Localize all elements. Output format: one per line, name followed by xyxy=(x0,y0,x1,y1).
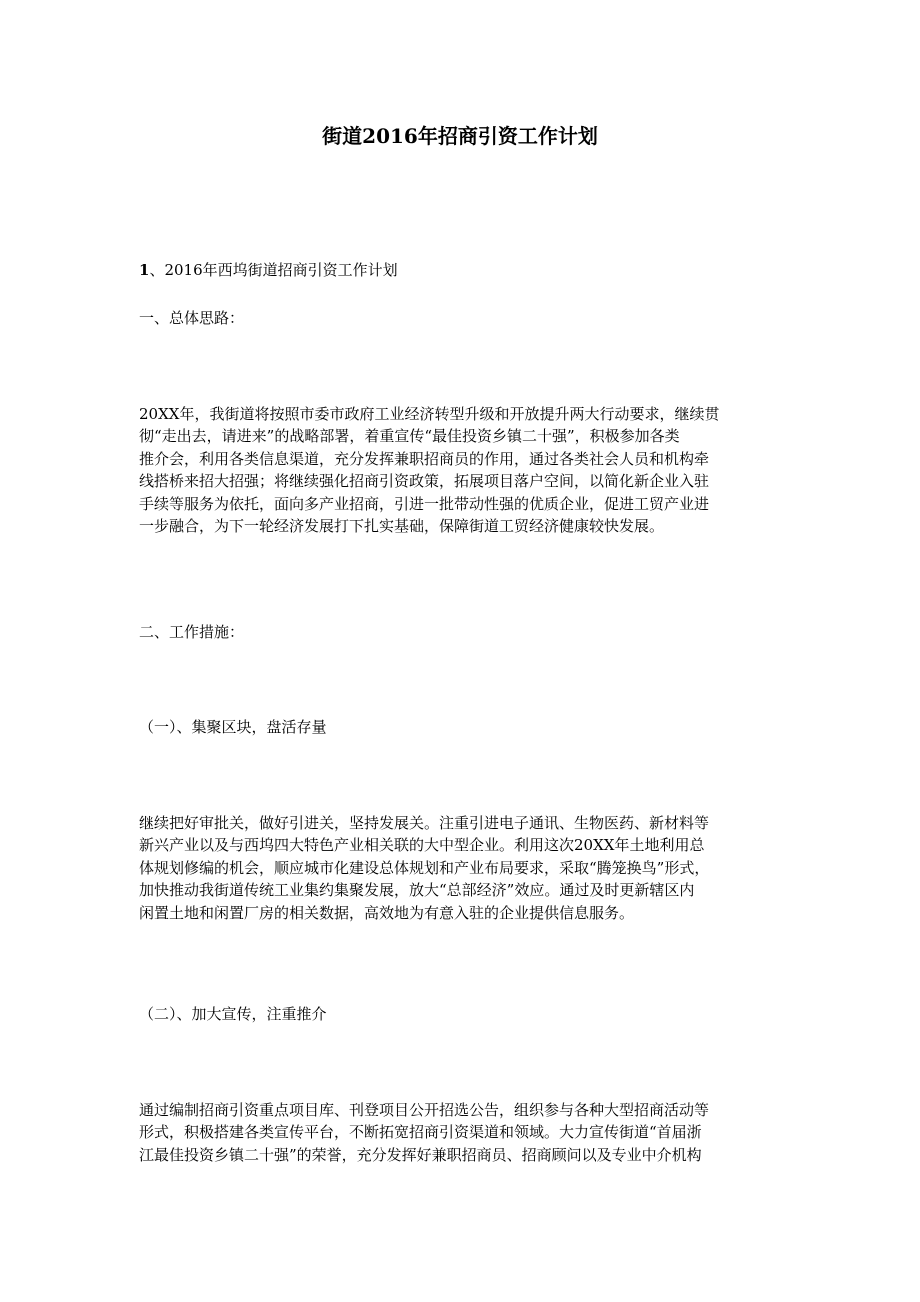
subsection1-paragraph xyxy=(139,812,781,924)
section-heading-number: 1 xyxy=(139,261,150,279)
paragraph-line: 推介会，利用各类信息渠道，充分发挥兼职招商员的作用，通过各类社会人员和机构牵 xyxy=(139,449,710,468)
paragraph-line: 一步融合，为下一轮经济发展打下扎实基础，保障街道工贸经济健康较快发展。 xyxy=(139,517,665,536)
paragraph-line: 体规划修编的机会，顺应城市化建设总体规划和产业布局要求，采取“腾笼换鸟”形式， xyxy=(139,858,710,877)
paragraph-line: 加快推动我街道传统工业集约集聚发展，放大“总部经济”效应。通过及时更新辖区内 xyxy=(139,881,695,900)
subsection2-paragraph xyxy=(139,1099,781,1166)
paragraph-line: 继续把好审批关，做好引进关，坚持发展关。注重引进电子通讯、生物医药、新材料等 xyxy=(139,814,710,832)
paragraph-line: 线搭桥来招大招强；将继续强化招商引资政策，拓展项目落户空间，以简化新企业入驻 xyxy=(139,472,710,491)
part1-heading: 一、总体思路： xyxy=(139,309,245,327)
paragraph-line: 江最佳投资乡镇二十强”的荣誉，充分发挥好兼职招商员、招商顾问以及专业中介机构 xyxy=(139,1145,702,1164)
part1-paragraph xyxy=(139,403,781,537)
paragraph-line: 新兴产业以及与西坞四大特色产业相关联的大中型企业。利用这次20XX年土地利用总 xyxy=(139,836,705,855)
paragraph-line: 形式，积极搭建各类宣传平台，不断拓宽招商引资渠道和领域。大力宣传街道“首届浙 xyxy=(139,1123,702,1142)
section-heading-text: 、2016年西坞街道招商引资工作计划 xyxy=(149,261,398,279)
subsection1-heading: （一）、集聚区块，盘活存量 xyxy=(139,718,327,736)
part2-heading: 二、工作措施： xyxy=(139,623,245,641)
paragraph-line: 闲置土地和闲置厂房的相关数据，高效地为有意入驻的企业提供信息服务。 xyxy=(139,903,635,922)
subsection2-heading: （二）、加大宣传，注重推介 xyxy=(139,1005,327,1023)
section-heading xyxy=(139,260,398,280)
paragraph-line: 手续等服务为依托，面向多产业招商，引进一批带动性强的优质企业，促进工贸产业进 xyxy=(139,494,710,513)
document-title: 街道2016年招商引资工作计划 xyxy=(322,124,598,148)
paragraph-line: 彻“走出去，请进来”的战略部署，着重宣传“最佳投资乡镇二十强”，积极参加各类 xyxy=(139,427,680,446)
paragraph-line: 通过编制招商引资重点项目库、刊登项目公开招选公告，组织参与各种大型招商活动等 xyxy=(139,1101,710,1119)
paragraph-line: 20XX年，我街道将按照市委市政府工业经济转型升级和开放提升两大行动要求，继续贯 xyxy=(139,405,720,423)
